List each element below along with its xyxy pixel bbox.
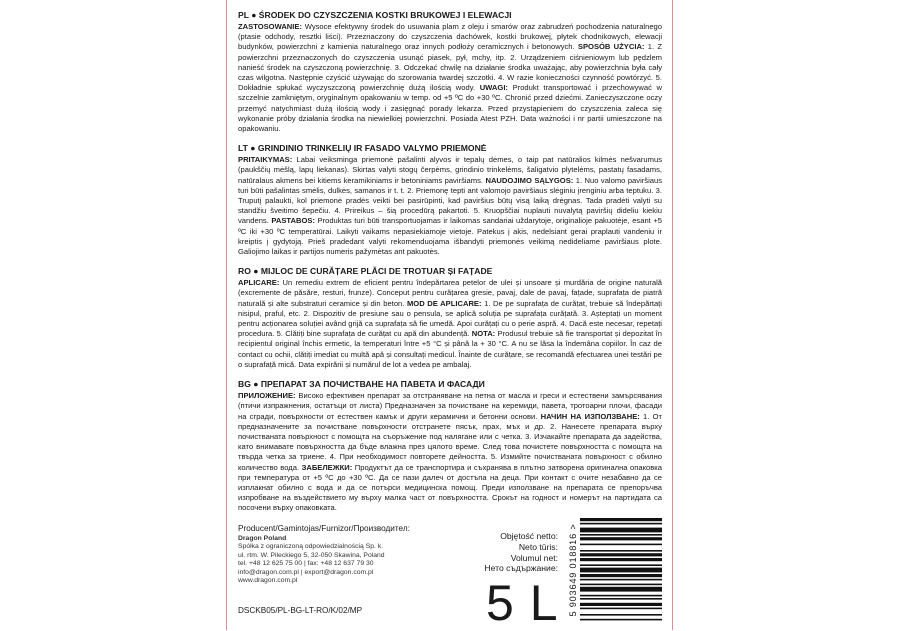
barcode-bars xyxy=(566,518,662,622)
barcode-bar xyxy=(580,579,662,581)
barcode-bar xyxy=(580,595,662,597)
section-text: 1. De pe suprafața de curățat, trebuie să îndepărtați nisipul, praful, etc. 2. Dispozitiv de presiune sau o pensula, se aplică soluția pe suprafața curățată. 3. Așteptați un moment pentru acționarea soluției având grijă ca suprafața să fie umedă. Apoi curățați cu o perie aspră. 4. Dacă este necesar, repetați procedura. 5. Clătiți bine suprafața de curățat cu apă din abundență. xyxy=(238,298,662,339)
section-text: Високо ефективен препарат за отстраняване на петна от масла и греси и естествени замърсявания (птичи изпражнения, остатъци от листа) Предназначен за почистване на керемиди, павета, тротоарни плочи, фасади на сгради, повърхности от естествен камък и други керамични и бетонни основи. xyxy=(238,391,662,421)
section-text: 1. Nuo valomo paviršiaus turi būti pašalintas smėlis, dulkės, samanos ir t. t. 2. Priemonę tepti ant valomojo paviršiaus slėginiu įrenginiu arba teptuku. 3. Truputį palaukti, kol priemonė pradės veikti bei pasirūpinti, kad paviršius būtų visą laiką drėgnas. Tada pradėti valyti su standžiu šveitimo šepečiu. 4. Prireikus – šią procedūrą pakartoti. 5. Kruopščiai nuplauti nuvalytą paviršių dideliu kiekiu vandens. xyxy=(238,175,663,226)
barcode-bar xyxy=(580,587,662,592)
producer-name: Dragon Poland xyxy=(238,535,287,542)
section-keyword: NAUDOJIMO SĄLYGOS: xyxy=(485,175,574,185)
barcode-bar xyxy=(580,584,662,586)
section-text: 1. Z powierzchni przeznaczonych do czyszczenia usunąć piasek, pył, mchy, itp. 2. Urządzeniem ciśnieniowym lub pędzlem nanieść środek na czyszczoną powierzchnię. 3. Odczekać chwilę na działanie środka uważając, aby powierzchnia była cały czas wilgotna. Następnie czyścić używając do szorowania twardej szczotki. 4. W razie konieczności czynność powtórzyć. 5. Dokładnie spłukać wyczyszczoną powierzchnię dużą ilością wody. xyxy=(238,42,662,93)
barcode-bar xyxy=(580,544,662,546)
section-keyword: UWAGI: xyxy=(479,83,508,93)
section-keyword: НАЧИН НА ИЗПОЛЗВАНЕ: xyxy=(540,411,640,421)
section-keyword: NOTA: xyxy=(471,329,496,339)
section-text: Продуктът да се транспортира и съхранява в плътно затворена оригинална опаковка при температура от +5 ºC до +30 ºC. Да се пази далеч от достъпа на деца. При контакт с очите незабавно да се изплакнат обилно с вода и да се потърси медицинска помощ. Преди използване на препарата се препоръчва изпробване на въздействието му върху малка част от повърхността. Срокът на годност и номерът на партидата са посочени върху опаковката. xyxy=(238,462,662,513)
barcode-bar xyxy=(580,564,662,566)
section-title: BG ● ПРЕПАРАТ ЗА ПОЧИСТВАНЕ НА ПАВЕТА И ФАСАДИ xyxy=(238,379,485,390)
language-section xyxy=(238,266,662,370)
section-keyword: ZASTOSOWANIE: xyxy=(238,22,302,31)
section-body xyxy=(238,155,662,257)
barcode-bar xyxy=(580,598,662,600)
barcode-bar xyxy=(580,614,662,616)
section-keyword: PASTABOS: xyxy=(271,216,315,226)
barcode-bar xyxy=(580,568,662,573)
section-title: RO ● MIJLOC DE CURĂȚARE PLĂCI DE TROTUAR ȘI FAȚADE xyxy=(238,266,493,277)
barcode-bar xyxy=(580,603,662,606)
language-section xyxy=(238,379,662,513)
net-volume-label: Нето съдържание: xyxy=(484,563,558,574)
producer-line: info@dragon.com.pl | export@dragon.com.pl xyxy=(238,568,374,576)
barcode-bar xyxy=(580,550,662,552)
section-text: Produktas turi būti transportuojamas ir laikomas sandariai uždarytoje, originalioje pakuotėje, esant +5 ºC iki +30 ºC temperatūrai. Laikyti vaikams nepasiekiamoje vietoje. Patekus į akis, nedelsiant gerai praplauti vandeniu ir kreiptis į gydytoją. Prieš pradedant valyti rekomenduojama išbandyti priemonės veikimą nedideliame paviršiaus plote. Galiojimo laikas ir partijos numeris pažymėtas ant pakuotės. xyxy=(238,216,662,257)
language-section xyxy=(238,10,662,134)
document-code: DSCKB05/PL-BG-LT-RO/K/02/MP xyxy=(238,606,363,615)
barcode-bar xyxy=(580,574,662,577)
barcode-bar xyxy=(580,608,662,610)
barcode-bar xyxy=(580,518,662,521)
left-margin-line xyxy=(226,0,227,630)
barcode-bar xyxy=(580,523,662,525)
producer-label: Producent/Gamintojas/Furnizor/Производител: xyxy=(238,524,410,533)
barcode-bar xyxy=(580,534,662,536)
label-text-column xyxy=(238,10,662,523)
section-keyword: MOD DE APLICARE: xyxy=(406,298,482,308)
section-title: LT ● GRINDINIO TRINKELIŲ IR FASADO VALYMO PRIEMONĖ xyxy=(238,143,487,154)
language-section xyxy=(238,143,662,257)
section-text: 1. От предназначените за почистване повърхности отстранете пясък, прах, мъх и др. 2. Нанесете препарата върху почистваната повърхност с помощта на съоръжение под налягане или с четка. 3. Изчакайте препарата да задейства, като внимавате повърхността да бъде влажна през цялото време. След това почистете повърхността с помощта на твърда четка за триене. 4. При необходимост повторете дейността. 5. Измийте почистваната повърхност с обилно количество вода. xyxy=(238,411,663,472)
section-keyword: SPOSÓB UŻYCIA: xyxy=(577,42,645,52)
barcode-bar xyxy=(580,537,662,540)
barcode-bar xyxy=(580,619,662,621)
net-volume-label: Objętość netto: xyxy=(500,531,558,541)
net-volume-value: 5 L xyxy=(486,575,559,631)
producer-line: tel. +48 12 625 75 00 | fax: +48 12 637 79 30 xyxy=(238,560,374,568)
section-body xyxy=(238,278,662,370)
barcode xyxy=(566,518,662,626)
section-body xyxy=(238,22,662,134)
section-text: Produkt transportować i przechowywać w szczelnie zamkniętym, oryginalnym opakowaniu w temp. od +5 ºC do +30 ºC. Chronić przed dziećmi. Zanieczyszczone oczy przemyć natychmiast dużą ilością wody i zasięgnąć porady lekarza. Przed przystąpieniem do czyszczenia zaleca się wykonanie próby działania środka na niewielkiej powierzchni. Posiada Atest PZH. Data ważności i nr partii umieszczone na opakowaniu. xyxy=(238,83,663,134)
section-keyword: ПРИЛОЖЕНИЕ: xyxy=(238,391,296,401)
barcode-digits: 5 903649 018816 > xyxy=(568,523,578,617)
barcode-bar xyxy=(580,553,662,556)
barcode-bar xyxy=(580,558,662,561)
section-keyword: PRITAIKYMAS: xyxy=(238,155,293,165)
section-title: PL ● ŚRODEK DO CZYSZCZENIA KOSTKI BRUKOWEJ I ELEWACJI xyxy=(238,10,512,20)
producer-line: www.dragon.com.pl xyxy=(238,577,298,585)
section-text: Produsul trebuie să fie transportat și depozitat în recipientul original închis ermetic, la temperaturi între +5 °C și până la + 30 °C. A nu se lăsa la îndemâna copiilor. În caz de contact cu ochii, clătiți imediat cu multă apă și consultați medicul. Înainte de curățare, se recomandă efectuarea unei testări pe o suprafață mică. Data expirării și numărul de lot a vedea pe ambalaj. xyxy=(238,329,663,369)
net-volume-labels xyxy=(448,531,558,574)
section-text: Un remediu extrem de eficient pentru îndepărtarea petelor de ulei și unsoare și murdăria de origine naturală (excremente de păsăre, resturi, frunze). Conceput pentru curățarea gresie, pavaj, dale de pavaj, fațade, suprafața de piatră naturală și alte substraturi ceramice și din beton. xyxy=(238,278,662,308)
net-volume-label: Neto tūris: xyxy=(518,541,558,552)
producer-line: Spółka z ograniczoną odpowiedzialnością Sp. k. xyxy=(238,543,384,551)
section-keyword: APLICARE: xyxy=(238,278,280,288)
barcode-bar xyxy=(580,528,662,533)
net-volume-label: Volumul net: xyxy=(510,552,558,563)
section-text: Wysoce efektywny środek do usuwania plam z oleju i smarów oraz zabrudzeń pochodzenia naturalnego (ptasie odchody, resztki liści). Przeznaczony do czyszczenia dachówek, kostki brukowej, płytek chodnikowych, elewacji budynków, powierzchni z kamienia naturalnego oraz innych podłoży ceramicznych i betonowych. xyxy=(238,22,662,52)
right-margin-line xyxy=(672,0,673,630)
section-body xyxy=(238,391,662,513)
producer-line: ul. rtm. W. Pileckiego 5, 32-050 Skawina, Poland xyxy=(238,551,385,559)
section-text: Labai veiksminga priemonė pašalinti alyvos ir tepalų dėmes, o taip pat natūralios kilmės nešvarumus (paukščių mėšlą, lapų liekanas). Skirtas valyti stogų čerpėms, grindinio trinkelėms, šaligatvio plytelėms, pastatų fasadams, natūralaus akmens bei kitiems keramikiniams ir betoniniams paviršiams. xyxy=(238,155,662,185)
section-keyword: ЗАБЕЛЕЖКИ: xyxy=(301,462,353,472)
